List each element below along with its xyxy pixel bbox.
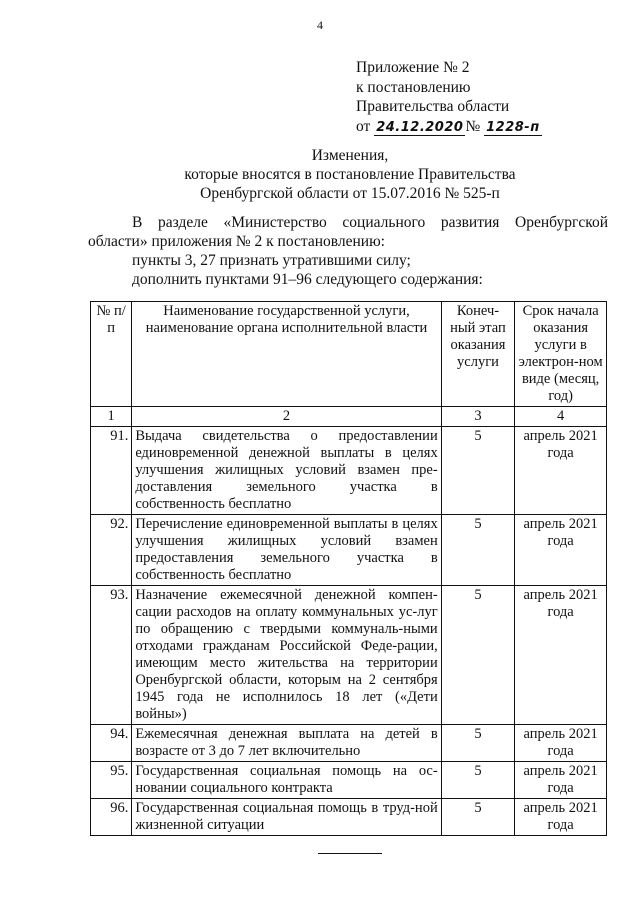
intro-para2: пункты 3, 27 признать утратившими силу; — [132, 252, 411, 269]
row-start-date: апрель 2021 года — [515, 725, 607, 762]
table-row — [91, 799, 607, 836]
row-num: 94. — [91, 725, 132, 762]
index-cell: 1 — [91, 407, 132, 427]
table-row — [91, 725, 607, 762]
title-line-2: которые вносятся в постановление Правительства — [184, 166, 516, 183]
row-service-name: Ежемесячная денежная выплата на детей в возрасте от 3 до 7 лет включительно — [132, 725, 441, 762]
row-start-date: апрель 2021 года — [515, 586, 607, 725]
handwritten-date: 24.12.2020 — [376, 119, 464, 135]
page-number: 4 — [317, 18, 323, 32]
table-row — [91, 515, 607, 586]
header-name: Наименование государственной услуги, наименование органа исполнительной власти — [132, 302, 441, 407]
services-table — [90, 301, 607, 836]
appendix-block — [356, 58, 542, 136]
row-service-name: Государственная социальная помощь в труд-ной жизненной ситуации — [132, 799, 441, 836]
row-stage: 5 — [441, 762, 515, 799]
title-line-3: Оренбургской области от 15.07.2016 № 525-п — [200, 185, 500, 202]
row-service-name: Выдача свидетельства о предоставлении единовременной денежной выплаты в целях улучшения жилищных условий взамен пре-доставления земельного участка в собственность бесплатно — [132, 427, 441, 515]
intro-para1-line1: В разделе «Министерство социального развития Оренбургской — [132, 214, 608, 231]
number-label: № — [465, 117, 481, 135]
row-stage: 5 — [441, 586, 515, 725]
row-num: 96. — [91, 799, 132, 836]
index-cell: 4 — [515, 407, 607, 427]
table-header-row — [91, 302, 607, 407]
index-cell: 3 — [441, 407, 515, 427]
row-service-name: Государственная социальная помощь на ос-новании социального контракта — [132, 762, 441, 799]
row-start-date: апрель 2021 года — [515, 515, 607, 586]
row-start-date: апрель 2021 года — [515, 799, 607, 836]
appendix-date-number — [356, 117, 542, 137]
header-num: № п/п — [91, 302, 132, 407]
header-stage: Конеч-ный этап оказания услуги — [441, 302, 515, 407]
intro-text — [88, 213, 608, 289]
appendix-government: Правительства области — [356, 98, 510, 115]
end-divider — [318, 853, 382, 854]
row-service-name: Перечисление единовременной выплаты в целях улучшения жилищных условий взамен предоставления земельного участка в собственность бесплатно — [132, 515, 441, 586]
table-row — [91, 586, 607, 725]
row-num: 92. — [91, 515, 132, 586]
row-service-name: Назначение ежемесячной денежной компен-сации расходов на оплату коммунальных ус-луг по обращению с твердыми коммуналь-ными отходами гражданам Российской Феде-рации, имеющим место жительства на территории Оренбургской области, которым на 2 сентября 1945 года не исполнилось 18 лет («Дети войны») — [132, 586, 441, 725]
header-date: Срок начала оказания услуги в электрон-ном виде (месяц, год) — [515, 302, 607, 407]
index-cell: 2 — [132, 407, 441, 427]
column-index-row — [91, 407, 607, 427]
row-start-date: апрель 2021 года — [515, 762, 607, 799]
row-num: 93. — [91, 586, 132, 725]
row-stage: 5 — [441, 799, 515, 836]
appendix-to-resolution: к постановлению — [356, 78, 471, 96]
title-line-1: Изменения, — [311, 147, 389, 164]
intro-para1-line2: области» приложения № 2 к постановлению: — [88, 233, 385, 250]
table-row — [91, 762, 607, 799]
row-num: 95. — [91, 762, 132, 799]
document-title — [0, 146, 640, 203]
row-stage: 5 — [441, 427, 515, 515]
intro-para3: дополнить пунктами 91–96 следующего содержания: — [132, 271, 483, 288]
from-label: от — [356, 117, 371, 135]
row-stage: 5 — [441, 515, 515, 586]
row-start-date: апрель 2021 года — [515, 427, 607, 515]
row-num: 91. — [91, 427, 132, 515]
table-row — [91, 427, 607, 515]
row-stage: 5 — [441, 725, 515, 762]
handwritten-number: 1228-п — [486, 119, 540, 135]
appendix-title: Приложение № 2 — [356, 59, 470, 76]
